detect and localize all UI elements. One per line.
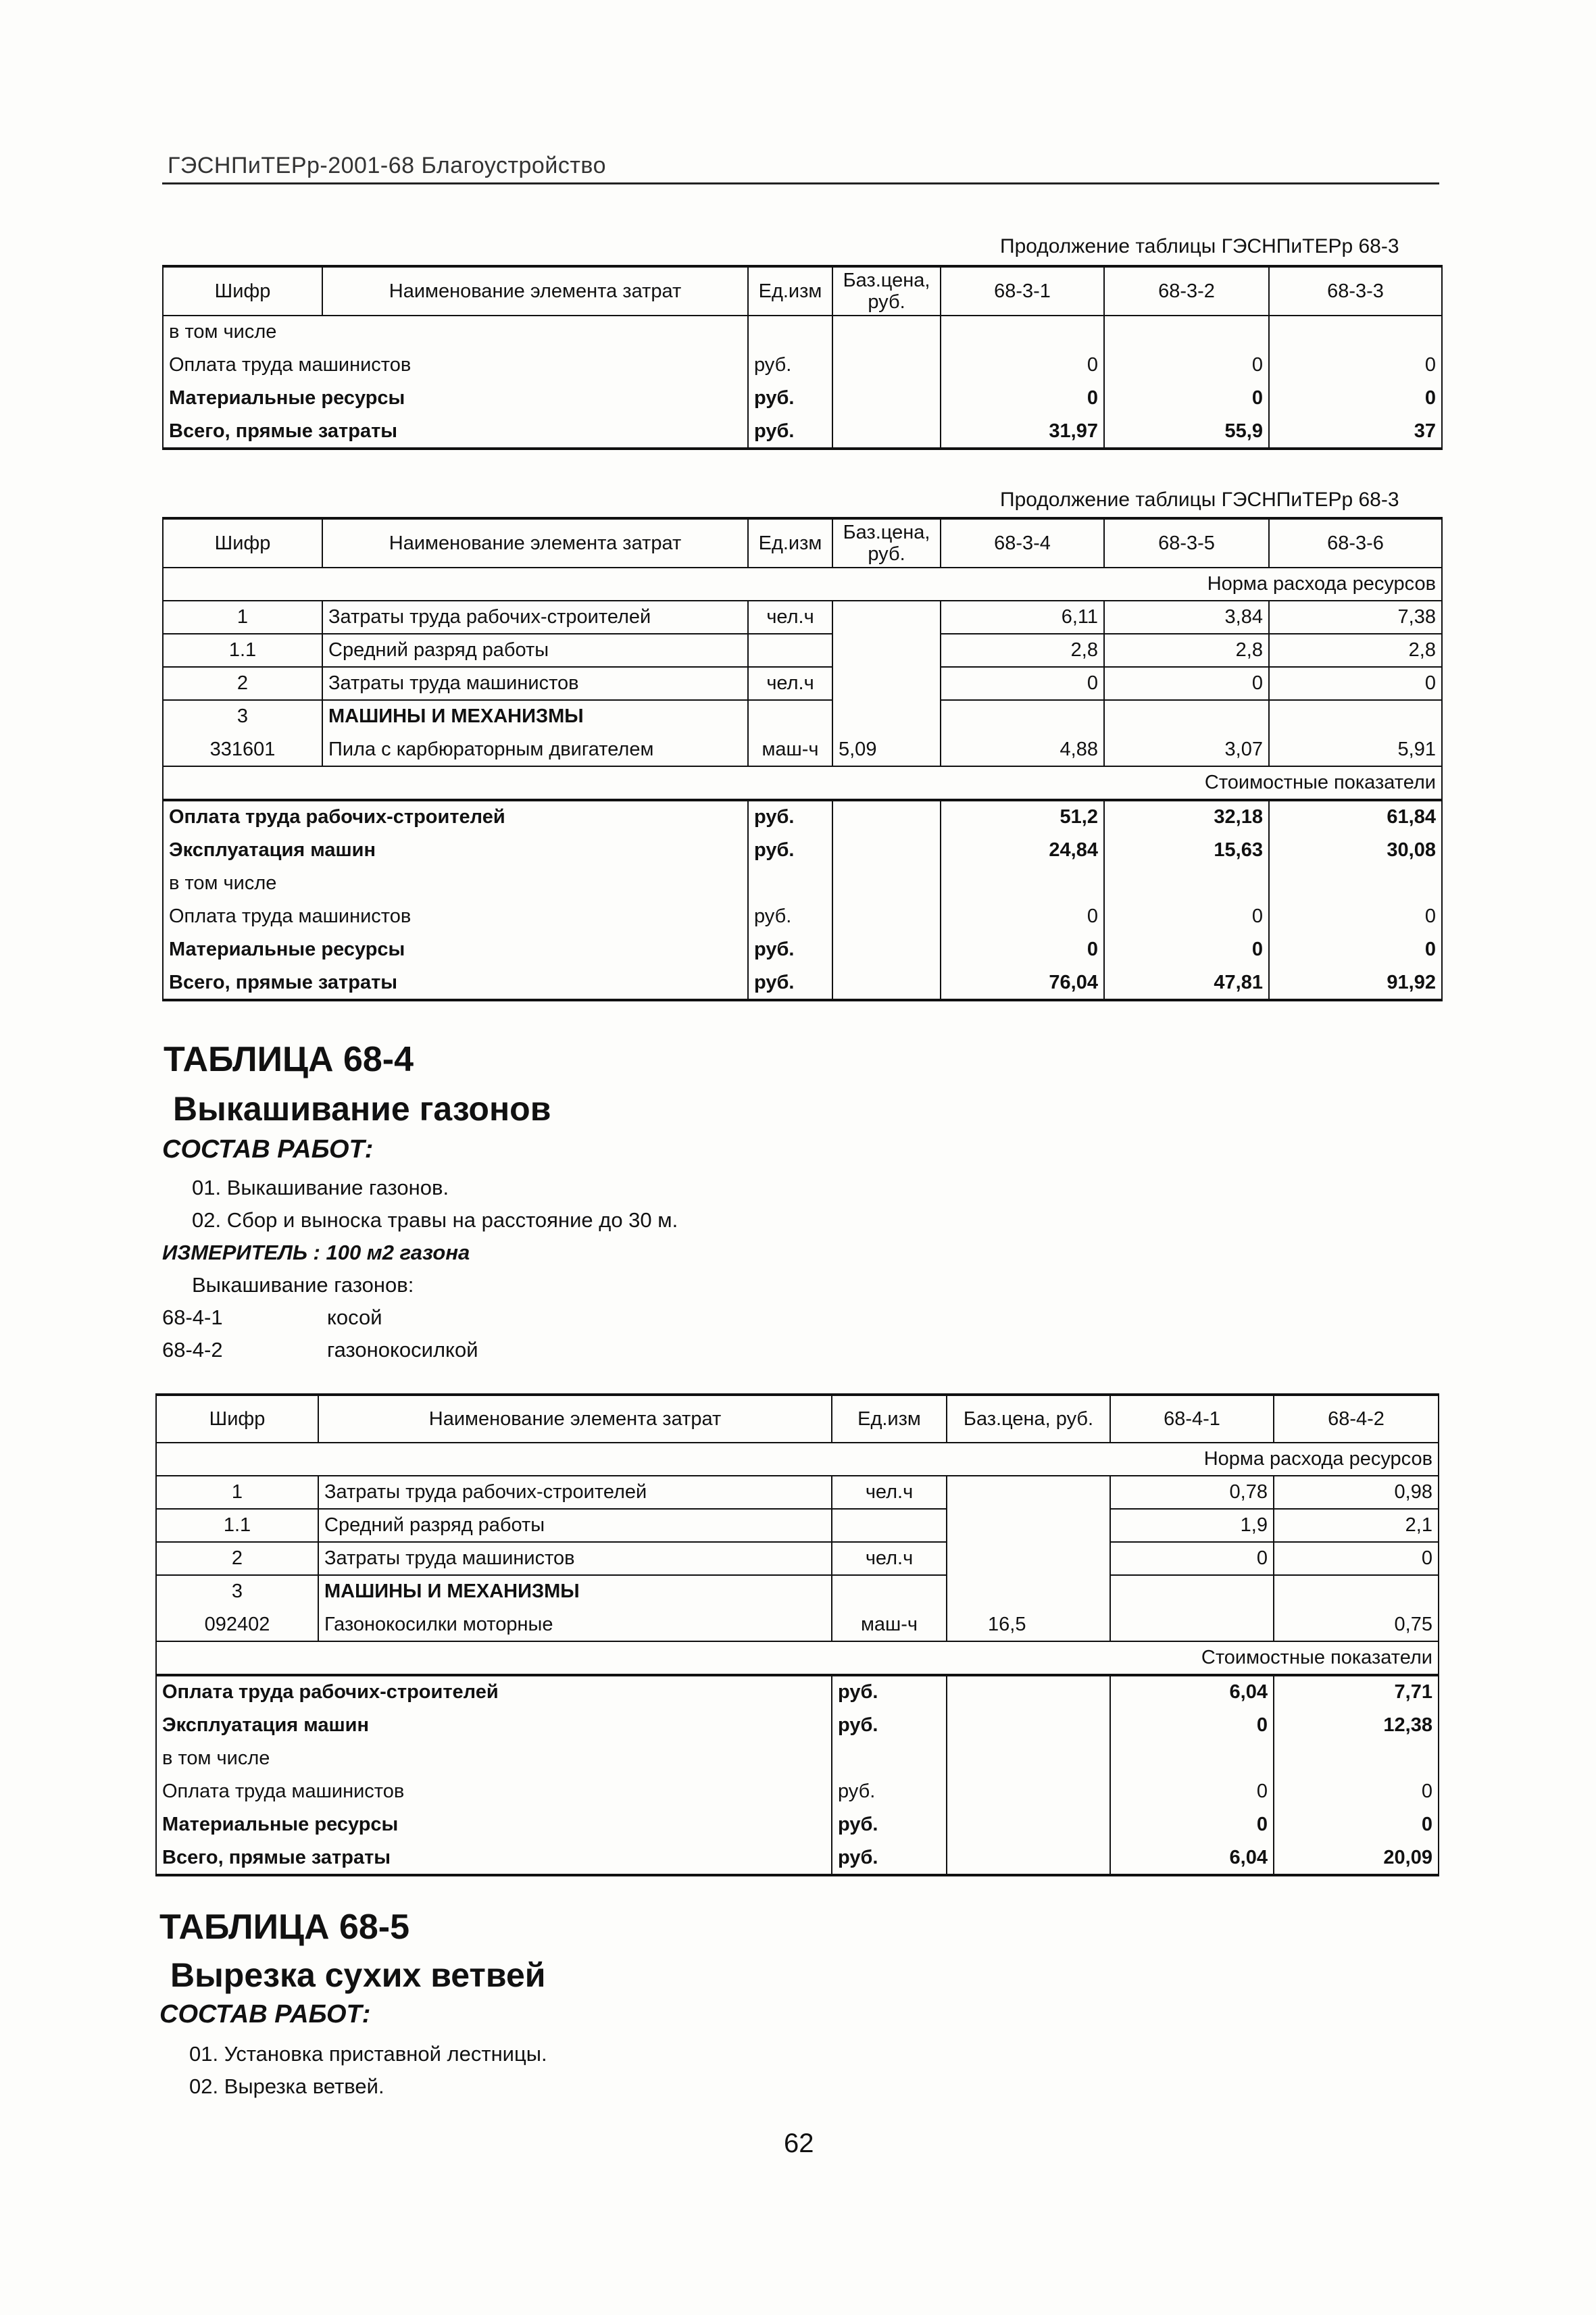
value-cell: 0 [1269, 667, 1442, 700]
row-label: Всего, прямые затраты [163, 415, 748, 449]
code-cell: 3 [163, 700, 322, 733]
name-cell: Пила с карбюраторным двигателем [322, 733, 748, 766]
value-cell: 76,04 [941, 966, 1104, 1000]
section-subtitle: Выкашивание газонов [173, 1090, 551, 1128]
section-subtitle: Вырезка сухих ветвей [170, 1956, 546, 1994]
unit-cell: маш-ч [748, 733, 832, 766]
col-header-id: 68-3-3 [1269, 266, 1442, 316]
item-code: 68-4-2 [162, 1338, 223, 1362]
row-label: Материальные ресурсы [156, 1808, 832, 1841]
item-name: газонокосилкой [327, 1338, 478, 1362]
value-cell: 0 [1269, 349, 1442, 382]
value-cell: 0,75 [1274, 1608, 1439, 1641]
value-cell [1110, 1575, 1274, 1608]
value-cell: 15,63 [1104, 834, 1269, 867]
unit-cell: маш-ч [832, 1608, 947, 1641]
unit-cell [748, 700, 832, 733]
item-name: косой [327, 1305, 382, 1329]
unit-cell: чел.ч [748, 667, 832, 700]
value-cell: 0 [1274, 1542, 1439, 1575]
name-cell: Средний разряд работы [318, 1509, 832, 1542]
col-header-id: 68-3-5 [1104, 518, 1269, 568]
row-label: Эксплуатация машин [156, 1709, 832, 1742]
col-header-id: 68-4-2 [1274, 1395, 1439, 1443]
col-header-id: 68-4-1 [1110, 1395, 1274, 1443]
price-cell [832, 634, 941, 667]
col-header-unit: Ед.изм [748, 266, 832, 316]
value-cell: 0 [1104, 382, 1269, 415]
unit-cell: руб. [832, 1709, 947, 1742]
row-label: Всего, прямые затраты [163, 966, 748, 1000]
price-cell: 5,09 [832, 733, 941, 766]
value-cell: 2,8 [1104, 634, 1269, 667]
cost-table-68-4 [155, 1393, 1439, 1876]
composition-label: СОСТАВ РАБОТ: [162, 1135, 374, 1164]
item-code: 68-4-1 [162, 1305, 223, 1329]
value-cell: 1,9 [1110, 1509, 1274, 1542]
section-title: ТАБЛИЦА 68-4 [164, 1040, 414, 1079]
value-cell: 0 [941, 667, 1104, 700]
cost-table-68-3-part2 [162, 517, 1443, 1001]
value-cell: 0 [1269, 933, 1442, 966]
group-label: Выкашивание газонов: [192, 1273, 414, 1297]
value-cell: 61,84 [1269, 800, 1442, 834]
work-item: 01. Установка приставной лестницы. [189, 2042, 547, 2066]
composition-label: СОСТАВ РАБОТ: [159, 2000, 371, 2028]
work-item: 02. Сбор и выноска травы на расстояние до 30 м. [192, 1208, 678, 1232]
unit-cell: чел.ч [748, 601, 832, 634]
page-header: ГЭСНПиТЕРр-2001-68 Благоустройство [168, 153, 606, 178]
work-item: 02. Вырезка ветвей. [189, 2074, 384, 2098]
code-cell: 1.1 [163, 634, 322, 667]
price-cell [832, 667, 941, 700]
value-cell: 0 [1110, 1808, 1274, 1841]
value-cell: 2,8 [941, 634, 1104, 667]
meter-label: ИЗМЕРИТЕЛЬ : 100 м2 газона [162, 1241, 470, 1264]
section-title: ТАБЛИЦА 68-5 [159, 1908, 410, 1947]
code-cell: 1 [163, 601, 322, 634]
value-cell: 0 [1274, 1775, 1439, 1808]
price-cell [947, 1575, 1110, 1608]
col-header-id: 68-3-1 [941, 266, 1104, 316]
value-cell: 32,18 [1104, 800, 1269, 834]
row-label: Всего, прямые затраты [156, 1841, 832, 1875]
header-rule [162, 182, 1439, 184]
unit-cell: чел.ч [832, 1476, 947, 1509]
name-cell: МАШИНЫ И МЕХАНИЗМЫ [322, 700, 748, 733]
value-cell: 0 [941, 382, 1104, 415]
unit-cell: руб. [748, 900, 832, 933]
value-cell: 0 [1110, 1775, 1274, 1808]
table-caption: Продолжение таблицы ГЭСНПиТЕРр 68-3 [1000, 235, 1399, 257]
unit-cell: руб. [748, 382, 832, 415]
code-cell: 2 [156, 1542, 318, 1575]
value-cell: 7,38 [1269, 601, 1442, 634]
unit-cell [832, 1509, 947, 1542]
value-cell: 5,91 [1269, 733, 1442, 766]
code-cell: 1 [156, 1476, 318, 1509]
name-cell: Средний разряд работы [322, 634, 748, 667]
row-label: Оплата труда машинистов [163, 349, 748, 382]
unit-cell: чел.ч [832, 1542, 947, 1575]
cost-table-68-3-part1 [162, 265, 1443, 450]
row-label: Материальные ресурсы [163, 382, 748, 415]
value-cell: 0 [941, 933, 1104, 966]
unit-cell: руб. [832, 1808, 947, 1841]
row-label: Оплата труда машинистов [156, 1775, 832, 1808]
code-cell: 3 [156, 1575, 318, 1608]
col-header-unit: Ед.изм [832, 1395, 947, 1443]
unit-cell: руб. [748, 966, 832, 1000]
col-header-id: 68-3-6 [1269, 518, 1442, 568]
price-cell: 16,5 [947, 1608, 1110, 1641]
code-cell: 331601 [163, 733, 322, 766]
value-cell: 0 [941, 349, 1104, 382]
col-header-price: Баз.цена, руб. [832, 266, 941, 316]
section-label: Норма расхода ресурсов [156, 1443, 1439, 1476]
value-cell: 0 [1104, 349, 1269, 382]
value-cell: 0 [1104, 667, 1269, 700]
row-label: Эксплуатация машин [163, 834, 748, 867]
value-cell: 0 [1269, 900, 1442, 933]
unit-cell [748, 634, 832, 667]
value-cell [1104, 700, 1269, 733]
unit-cell: руб. [748, 834, 832, 867]
value-cell: 2,8 [1269, 634, 1442, 667]
col-header-code: Шифр [156, 1395, 318, 1443]
code-cell: 092402 [156, 1608, 318, 1641]
price-cell [947, 1509, 1110, 1542]
value-cell: 12,38 [1274, 1709, 1439, 1742]
value-cell: 6,04 [1110, 1841, 1274, 1875]
price-cell [832, 700, 941, 733]
code-cell: 2 [163, 667, 322, 700]
col-header-price: Баз.цена, руб. [947, 1395, 1110, 1443]
value-cell: 0 [1274, 1808, 1439, 1841]
value-cell: 3,07 [1104, 733, 1269, 766]
value-cell: 0 [941, 900, 1104, 933]
work-item: 01. Выкашивание газонов. [192, 1176, 449, 1199]
value-cell: 0 [1269, 382, 1442, 415]
value-cell [1274, 1575, 1439, 1608]
unit-cell: руб. [832, 1841, 947, 1875]
value-cell: 3,84 [1104, 601, 1269, 634]
value-cell [1110, 1608, 1274, 1641]
value-cell: 91,92 [1269, 966, 1442, 1000]
value-cell: 7,71 [1274, 1675, 1439, 1709]
row-label: в том числе [156, 1742, 832, 1775]
value-cell [1269, 700, 1442, 733]
value-cell: 6,04 [1110, 1675, 1274, 1709]
value-cell [941, 700, 1104, 733]
col-header-name: Наименование элемента затрат [322, 266, 748, 316]
value-cell: 55,9 [1104, 415, 1269, 449]
row-label: Оплата труда рабочих-строителей [156, 1675, 832, 1709]
col-header-name: Наименование элемента затрат [322, 518, 748, 568]
col-header-code: Шифр [163, 266, 322, 316]
row-label: Материальные ресурсы [163, 933, 748, 966]
value-cell: 47,81 [1104, 966, 1269, 1000]
value-cell: 30,08 [1269, 834, 1442, 867]
name-cell: Затраты труда машинистов [318, 1542, 832, 1575]
name-cell: Затраты труда рабочих-строителей [318, 1476, 832, 1509]
row-label: в том числе [163, 867, 748, 900]
name-cell: Затраты труда машинистов [322, 667, 748, 700]
value-cell: 31,97 [941, 415, 1104, 449]
value-cell: 2,1 [1274, 1509, 1439, 1542]
col-header-price: Баз.цена, руб. [832, 518, 941, 568]
unit-cell: руб. [832, 1675, 947, 1709]
row-label: Оплата труда машинистов [163, 900, 748, 933]
unit-cell: руб. [748, 415, 832, 449]
code-cell: 1.1 [156, 1509, 318, 1542]
value-cell: 51,2 [941, 800, 1104, 834]
value-cell: 0,78 [1110, 1476, 1274, 1509]
value-cell: 0 [1110, 1542, 1274, 1575]
price-cell [832, 601, 941, 634]
name-cell: МАШИНЫ И МЕХАНИЗМЫ [318, 1575, 832, 1608]
row-label: в том числе [163, 316, 748, 349]
page-number: 62 [784, 2129, 814, 2158]
name-cell: Газонокосилки моторные [318, 1608, 832, 1641]
col-header-name: Наименование элемента затрат [318, 1395, 832, 1443]
section-label: Норма расхода ресурсов [163, 568, 1442, 601]
value-cell: 0 [1104, 900, 1269, 933]
unit-cell: руб. [832, 1775, 947, 1808]
col-header-code: Шифр [163, 518, 322, 568]
price-cell [947, 1476, 1110, 1509]
value-cell: 4,88 [941, 733, 1104, 766]
value-cell: 0 [1104, 933, 1269, 966]
name-cell: Затраты труда рабочих-строителей [322, 601, 748, 634]
unit-cell [832, 1575, 947, 1608]
col-header-id: 68-3-4 [941, 518, 1104, 568]
col-header-id: 68-3-2 [1104, 266, 1269, 316]
price-cell [947, 1542, 1110, 1575]
value-cell: 37 [1269, 415, 1442, 449]
table-caption: Продолжение таблицы ГЭСНПиТЕРр 68-3 [1000, 489, 1399, 511]
col-header-unit: Ед.изм [748, 518, 832, 568]
unit-cell: руб. [748, 349, 832, 382]
unit-cell: руб. [748, 800, 832, 834]
value-cell: 20,09 [1274, 1841, 1439, 1875]
section-label: Стоимостные показатели [156, 1641, 1439, 1675]
value-cell: 0,98 [1274, 1476, 1439, 1509]
row-label: Оплата труда рабочих-строителей [163, 800, 748, 834]
section-label: Стоимостные показатели [163, 766, 1442, 800]
value-cell: 24,84 [941, 834, 1104, 867]
value-cell: 0 [1110, 1709, 1274, 1742]
unit-cell: руб. [748, 933, 832, 966]
value-cell: 6,11 [941, 601, 1104, 634]
